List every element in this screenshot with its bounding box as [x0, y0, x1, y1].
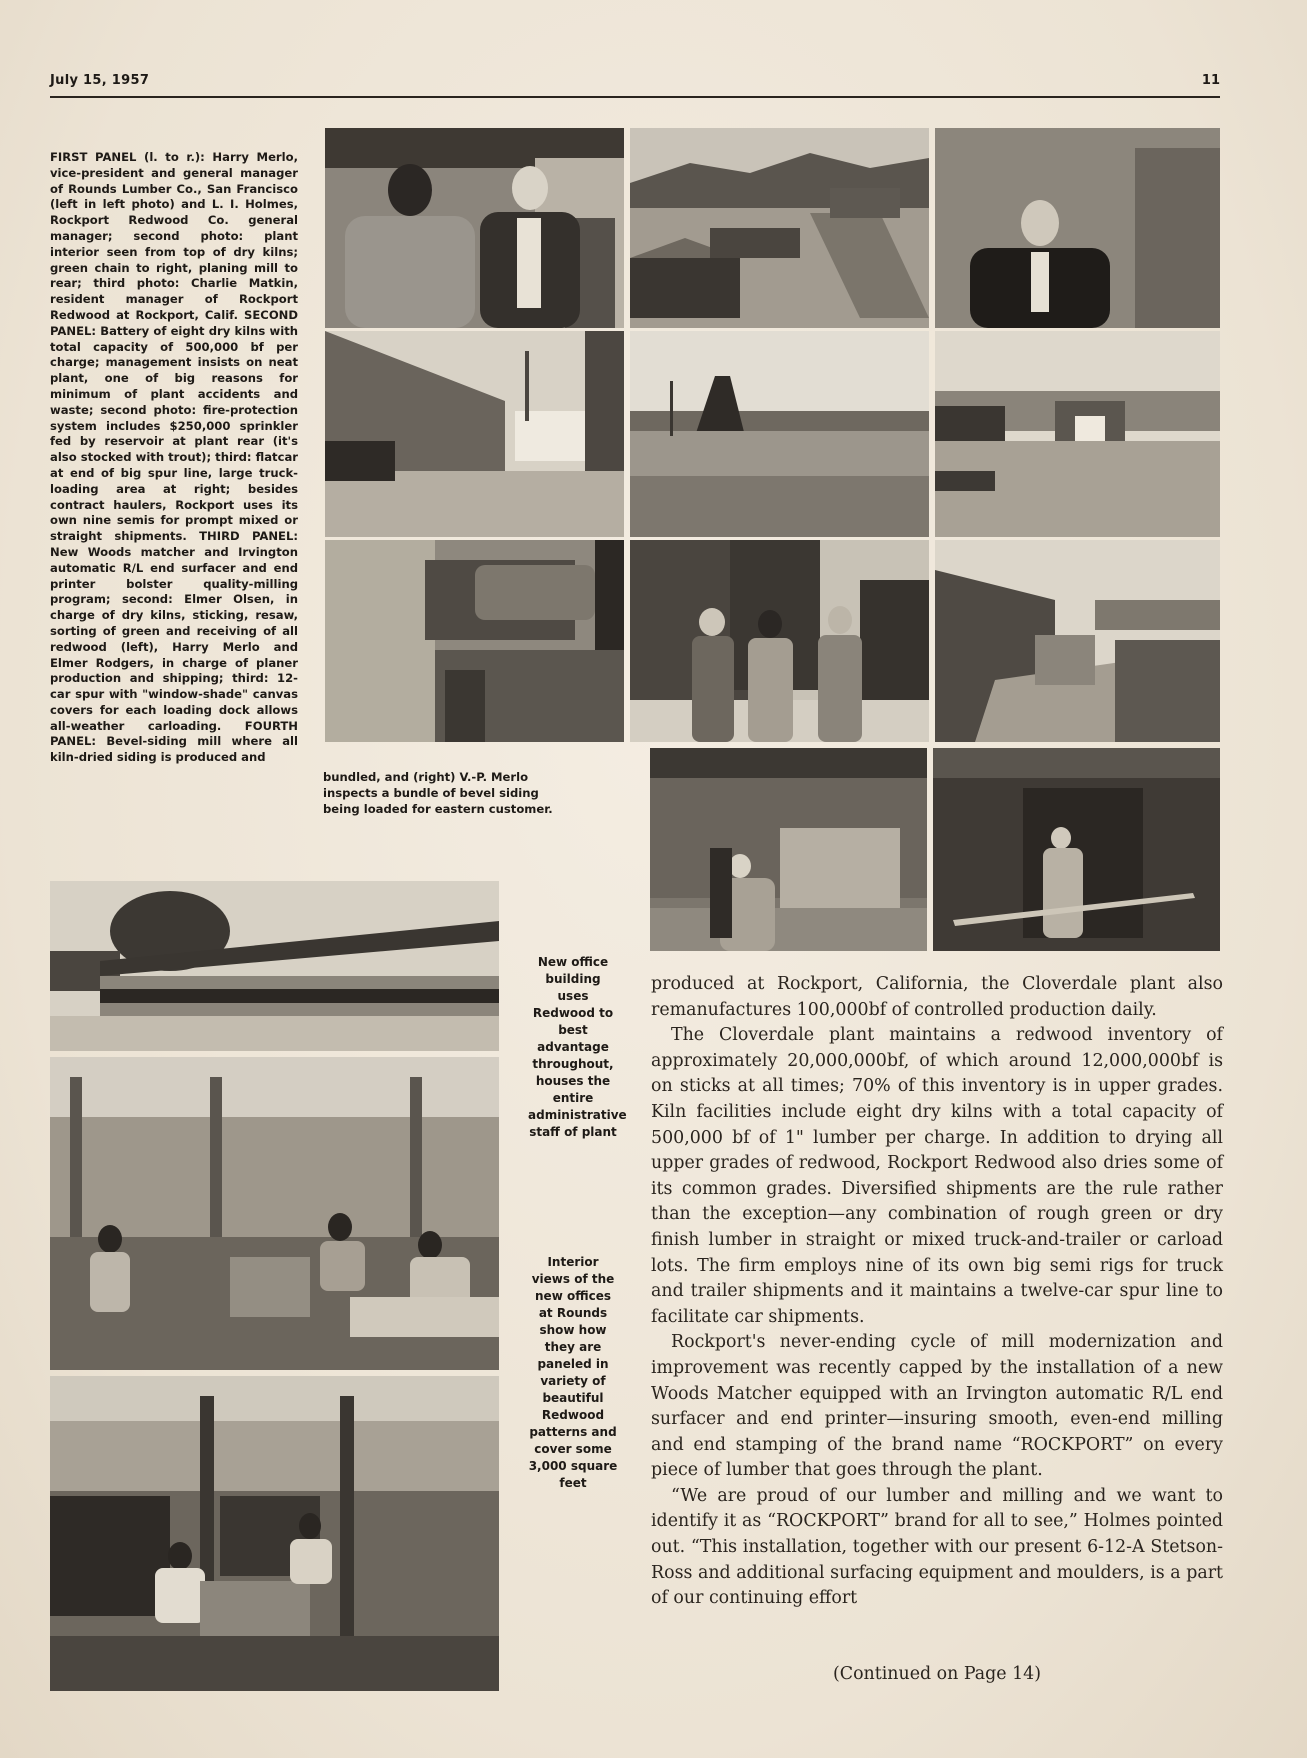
photo-charlie-matkin: [935, 128, 1220, 328]
photo-fire-protection-reservoir: [630, 331, 929, 537]
issue-date: July 15, 1957: [50, 73, 150, 88]
photo-merlo-inspects-siding: [933, 748, 1220, 951]
article-body: [651, 972, 1223, 1612]
office-building-caption: New office building uses Redwood to best advantage throughout, houses the entire administrative staff of plant: [528, 955, 627, 1139]
article-paragraph: Rockport's never-ending cycle of mill modernization and improvement was recently capped by the installation of a new Woods Matcher equipped with an Irvington automatic R/L end surfacer and end printer—insuring smooth, even-end milling and end stamping of the brand name “ROCKPORT” on every piece of lumber that goes through the plant.: [651, 1332, 1223, 1481]
panels-caption-continued: bundled, and (right) V.-P. Merlo inspects a bundle of bevel siding being loaded for eastern customer.: [323, 770, 553, 816]
panels-caption: FIRST PANEL (l. to r.): Harry Merlo, vice-president and general manager of Rounds Lumber Co., San Francisco (left in left photo) and L. I. Holmes, Rockport Redwood Co. general manager; second photo: plant interior seen from top of dry kilns; green chain to right, planing mill to rear; third photo: Charlie Matkin, resident manager of Rockport Redwood at Rockport, Calif. SECOND PANEL: Battery of eight dry kilns with total capacity of 500,000 bf per charge; management insists on neat plant, one of big reasons for minimum of plant accidents and waste; second photo: fire-protection system includes $250,000 sprinkler fed by reservoir at plant rear (it's also stocked with trout); third: flatcar at end of big spur line, large truck-loading area at right; besides contract haulers, Rockport uses its own nine semis for prompt mixed or straight shipments. THIRD PANEL: New Woods matcher and Irvington automatic R/L end surfacer and end printer bolster quality-milling program; second: Elmer Olsen, in charge of dry kilns, sticking, resaw, sorting of green and receiving of all redwood (left), Harry Merlo and Elmer Rodgers, in charge of planer production and shipping; third: 12-car spur with "window-shade" canvas covers for each loading dock allows all-weather carloading. FOURTH PANEL: Bevel-siding mill where all kiln-dried siding is produced and: [50, 150, 298, 765]
interior-views-caption: Interior views of the new offices at Rounds show how they are paneled in variety of beautiful Redwood patterns and cover some 3,000 square feet: [528, 1255, 618, 1490]
article-paragraph: “We are proud of our lumber and milling and we want to identify it as “ROCKPORT” brand for all to see,” Holmes pointed out. “This installation, together with our present 6-12-A Stetson-Ross and additional surfacing equipment and moulders, is a part of our continuing effort: [651, 1485, 1223, 1609]
photo-flatcar-spur-line: [935, 331, 1220, 537]
photo-plant-interior-from-kilns: [630, 128, 929, 328]
page-number: 11: [1201, 73, 1220, 88]
article-paragraph: The Cloverdale plant maintains a redwood inventory of approximately 20,000,000bf, of which around 12,000,000bf is on sticks at all times; 70% of this inventory is in upper grades. Kiln facilities include eight dry kilns with a total capacity of 500,000 bf of 1" lumber per charge. In addition to drying all upper grades of redwood, Rockport Redwood also dries some of its common grades. Diversified shipments are the rule rather than the exception—any combination of rough green or dry finish lumber in straight or mixed truck-and-trailer or carload lots. The firm employs nine of its own big semi rigs for truck and trailer shipments and it maintains a twelve-car spur line to facilitate car shipments.: [651, 1025, 1223, 1327]
photo-new-office-building: [50, 881, 499, 1051]
continued-note: (Continued on Page 14): [832, 1664, 1042, 1684]
photo-dry-kilns: [325, 331, 624, 537]
photo-merlo-and-holmes: [325, 128, 624, 328]
photo-window-shade-spur: [935, 540, 1220, 742]
article-paragraph: produced at Rockport, California, the Cloverdale plant also remanufactures 100,000bf of controlled production daily.: [651, 974, 1223, 1020]
photo-bevel-siding-mill: [650, 748, 927, 951]
photo-office-interior-2: [50, 1376, 499, 1691]
photo-woods-matcher: [325, 540, 624, 742]
header-rule: [50, 96, 1220, 98]
photo-olsen-merlo-rodgers: [630, 540, 929, 742]
photo-office-interior-1: [50, 1057, 499, 1370]
